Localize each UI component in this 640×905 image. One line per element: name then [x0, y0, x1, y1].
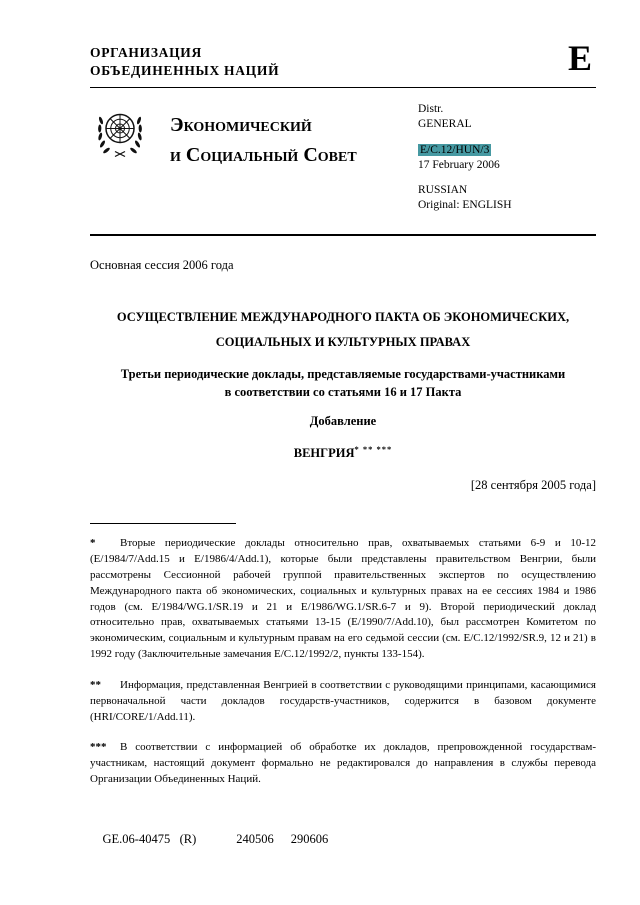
- council-name-line2: и Социальный Совет: [170, 144, 357, 167]
- document-title: [90, 305, 596, 354]
- header-divider: [90, 234, 596, 236]
- masthead-divider: [90, 87, 596, 88]
- distribution-block: [418, 102, 596, 212]
- document-subtitle-line1: Третьи периодические доклады, представляемые государствами-участниками: [120, 367, 566, 382]
- spacer: [418, 132, 596, 143]
- footnote-3-marker: ***: [90, 741, 107, 754]
- footer-print-code: GE.06-40475 (R): [102, 832, 197, 846]
- council-name-line1: Экономический: [170, 114, 312, 137]
- country-footnote-refs: * ** ***: [354, 444, 393, 455]
- footnote-3: [90, 740, 596, 787]
- document-subtitle-line2: в соответствии со статьями 16 и 17 Пакта: [224, 384, 462, 399]
- country-name: ВЕНГРИЯ: [293, 446, 355, 461]
- council-name: [170, 110, 418, 170]
- footnote-1-marker: *: [90, 537, 96, 550]
- distr-value: GENERAL: [418, 118, 472, 131]
- un-emblem-icon: [90, 103, 150, 169]
- submission-date: [28 сентября 2005 года]: [470, 478, 596, 493]
- addendum-label: Добавление: [309, 414, 377, 429]
- document-title-line2: СОЦИАЛЬНЫХ И КУЛЬТУРНЫХ ПРАВАХ: [215, 334, 471, 349]
- doc-language: RUSSIAN: [418, 184, 468, 197]
- footnote-separator: [90, 523, 236, 524]
- spacer: [418, 172, 596, 183]
- masthead: [90, 38, 596, 80]
- footer-date-code-2: 290606: [290, 832, 329, 846]
- footer-date-code-1: 240506: [236, 832, 274, 846]
- footnote-2-text: Информация, представленная Венгрией в соответствии с руководящими принципами, касающимися первоначальной части докладов государств-участников, содержится в базовом документе (HRI/CORE/1/Add.11).: [90, 678, 596, 723]
- country-name-line: [90, 444, 596, 461]
- doc-symbol-line: [418, 143, 596, 158]
- un-org-title-line2: ОБЪЕДИНЕННЫХ НАЦИЙ: [90, 63, 280, 79]
- footnote-2-marker: **: [90, 678, 101, 691]
- document-title-line1: ОСУЩЕСТВЛЕНИЕ МЕЖДУНАРОДНОГО ПАКТА ОБ ЭКОНОМИЧЕСКИХ,: [116, 310, 570, 325]
- doc-symbol: E/C.12/HUN/3: [420, 143, 490, 156]
- document-series-letter: E: [567, 38, 592, 78]
- document-subtitle: [90, 366, 596, 401]
- footnote-1: [90, 536, 596, 663]
- session-line: Основная сессия 2006 года: [90, 258, 234, 273]
- doc-date: 17 February 2006: [418, 158, 500, 171]
- footnote-2: [90, 678, 596, 725]
- footnote-3-text: В соответствии с информацией об обработке их докладов, препровожденной государствам-участникам, настоящий документ формально не редактировался до направления в службы перевода Организации Объединенных Наций.: [90, 741, 596, 786]
- document-footer: [90, 817, 328, 862]
- distr-label: Distr.: [418, 103, 444, 116]
- un-org-title: [90, 44, 279, 80]
- un-org-title-line1: ОРГАНИЗАЦИЯ: [90, 45, 202, 60]
- doc-original-language: Original: ENGLISH: [418, 199, 512, 212]
- emblem-row: [90, 100, 596, 218]
- footnote-1-text: Вторые периодические доклады относительно прав, охватываемых статьями 6-9 и 10-12 (E/1984/7/Add.15 и E/1986/4/Add.1), которые были представлены правительством Венгрии, были рассмотрены Сессионной рабочей группой правительственных экспертов по осуществлению Международного пакта об экономических, социальных и культурных правах на ее сессиях 1984 и 1986 годов (см. E/1984/WG.1/SR.19 и 21 и E/1986/WG.1/SR.6-7 и 9). Второй периодический доклад относительно прав, охватываемых статьями 13-15 (E/1990/7/Add.10), был рассмотрен Комитетом по экономическим, социальным и культурным правам на его седьмой сессии (см. E/C.12/1992/SR.9, 12 и 21) в 1992 году (Заключительные замечания E/C.12/1992/2, пункты 133-154).: [90, 537, 596, 661]
